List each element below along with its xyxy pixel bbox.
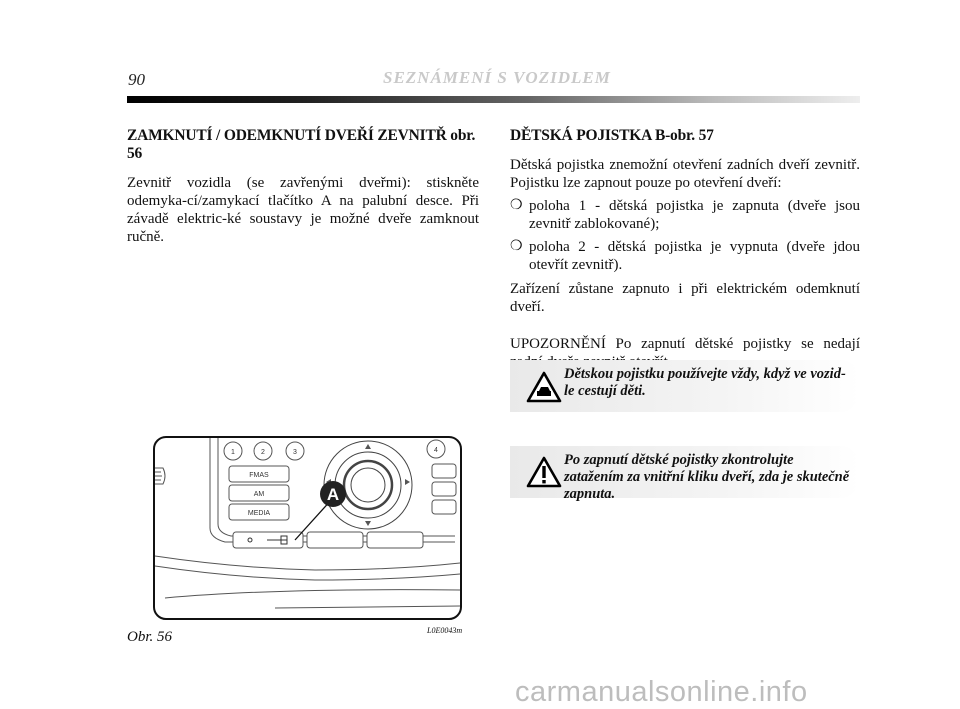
preset-button-4: 4: [434, 447, 438, 454]
callout-label-a: A: [326, 485, 340, 504]
bullet-circle-icon: ❍: [510, 198, 523, 213]
caution-paragraph: UPOZORNĚNÍ Po zapnutí dětské pojistky se nedají: [510, 336, 860, 352]
list-item-text: poloha 1 - dětská pojistka je zapnuta (dveře jsou zevnitř zablokované);: [529, 198, 860, 232]
warning-text: Dětskou pojistku používejte vždy, když ve vozid-le cestují děti.: [564, 366, 846, 399]
warning-box: [510, 360, 860, 412]
header-rule: [127, 96, 860, 103]
list-item: [510, 197, 860, 233]
section-heading-lock: ZAMKNUTÍ / ODEMKNUTÍ DVEŘÍ ZEVNITŘ obr. 56: [127, 127, 476, 162]
warning-text: Po zapnutí dětské pojistky zkontrolujte zatažením za vnitřní kliku dveří, zda je skutečně zapnuta.: [564, 452, 850, 502]
source-button-am: AM: [253, 491, 265, 498]
source-button-media: MEDIA: [247, 510, 271, 517]
source-button-fm: FMAS: [249, 472, 269, 479]
section-heading-child-lock: DĚTSKÁ POJISTKA B-obr. 57: [510, 127, 714, 144]
car-hazard-icon: [526, 371, 562, 403]
preset-button-2: 2: [261, 449, 265, 456]
running-title: SEZNÁMENÍ S VOZIDLEM: [383, 68, 611, 87]
child-lock-intro: Dětská pojistka znemožní otevření zadních dveří zevnitř. Pojistku lze zapnout pouze po otevření dveří:: [510, 157, 860, 191]
figure-caption: Obr. 56: [127, 629, 173, 645]
preset-button-3: 3: [293, 449, 297, 456]
lock-paragraph: Zevnitř vozidla (se zavřenými dveřmi): stiskněte odemyka-cí/zamykací tlačítko A na palubní desce. Při závadě elektric-ké soustavy je možné dveře zamknout ručně.: [127, 175, 479, 245]
warning-box: [510, 446, 860, 502]
preset-button-1: 1: [231, 449, 235, 456]
watermark: carmanualsonline.info: [515, 676, 808, 708]
exclamation-warning-icon: [526, 456, 562, 488]
dashboard-figure: [153, 436, 462, 620]
list-item-text: poloha 2 - dětská pojistka je vypnuta (dveře jdou otevřít zevnitř).: [529, 239, 860, 273]
right-column: [510, 127, 860, 371]
left-column: [127, 127, 479, 246]
figure-code: L0E0043m: [427, 626, 463, 635]
list-item: [510, 238, 860, 274]
bullet-circle-icon: ❍: [510, 239, 523, 254]
child-lock-note: Zařízení zůstane zapnuto i při elektrickém odemknutí dveří.: [510, 281, 860, 315]
page-number: 90: [128, 70, 145, 89]
